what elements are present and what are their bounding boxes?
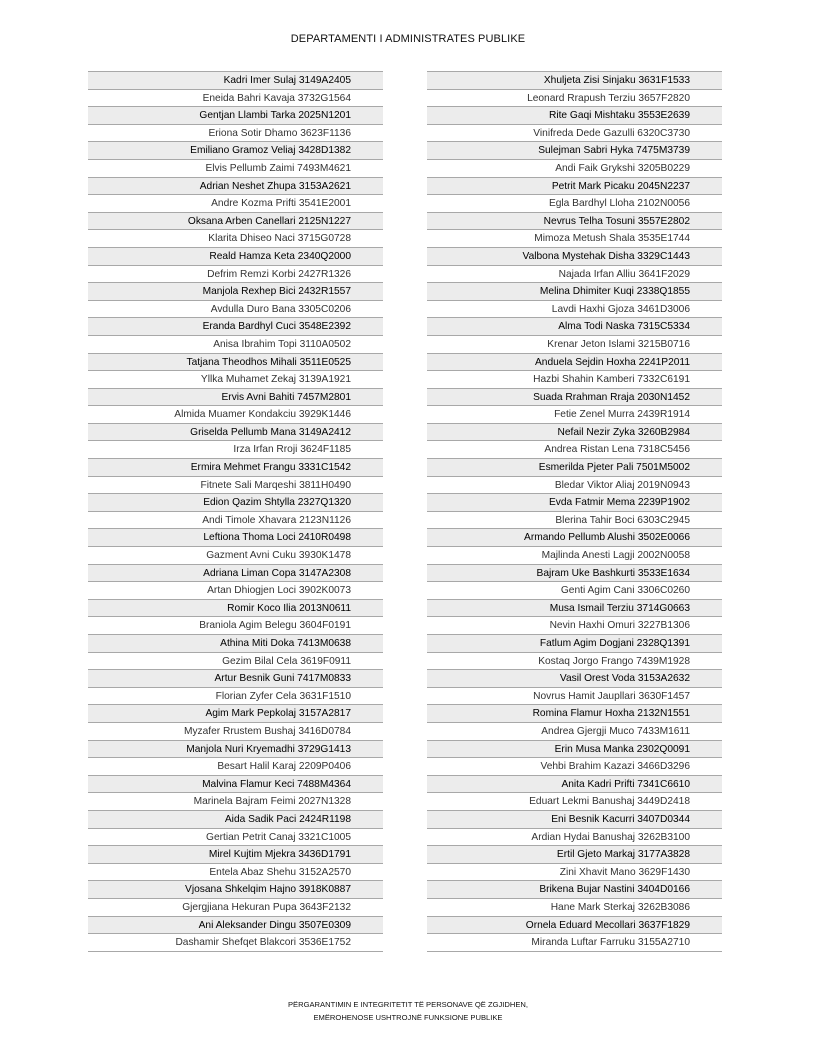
name-entry: Novrus Hamit Jaupllari 3630F1457 <box>427 687 722 705</box>
name-entry: Nevrus Telha Tosuni 3557E2802 <box>427 212 722 230</box>
name-entry: Myzafer Rrustem Bushaj 3416D0784 <box>88 722 383 740</box>
name-entry: Ervis Avni Bahiti 7457M2801 <box>88 388 383 406</box>
name-entry: Dashamir Shefqet Blakcori 3536E1752 <box>88 933 383 951</box>
name-entry: Genti Agim Cani 3306C0260 <box>427 581 722 599</box>
name-entry: Gertian Petrit Canaj 3321C1005 <box>88 828 383 846</box>
name-entry: Egla Bardhyl Lloha 2102N0056 <box>427 194 722 212</box>
name-entry: Bledar Viktor Aliaj 2019N0943 <box>427 476 722 494</box>
name-entry: Adriana Liman Copa 3147A2308 <box>88 564 383 582</box>
name-entry: Kostaq Jorgo Frango 7439M1928 <box>427 652 722 670</box>
name-entry: Eriona Sotir Dhamo 3623F1136 <box>88 124 383 142</box>
name-entry: Mirel Kujtim Mjekra 3436D1791 <box>88 845 383 863</box>
page-footer <box>0 999 816 1024</box>
name-entry: Ani Aleksander Dingu 3507E0309 <box>88 916 383 934</box>
name-entry: Hane Mark Sterkaj 3262B3086 <box>427 898 722 916</box>
name-entry: Eranda Bardhyl Cuci 3548E2392 <box>88 317 383 335</box>
name-entry: Vasil Orest Voda 3153A2632 <box>427 669 722 687</box>
name-entry: Krenar Jeton Islami 3215B0716 <box>427 335 722 353</box>
name-entry: Edion Qazim Shtylla 2327Q1320 <box>88 493 383 511</box>
footer-line-1: PËRGARANTIMIN E INTEGRITETIT TË PERSONAVE QË ZGJIDHEN, <box>287 1000 529 1009</box>
name-entry: Romir Koco Ilia 2013N0611 <box>88 599 383 617</box>
name-entry: Braniola Agim Belegu 3604F0191 <box>88 616 383 634</box>
name-entry: Ertil Gjeto Markaj 3177A3828 <box>427 845 722 863</box>
name-entry: Aida Sadik Paci 2424R1198 <box>88 810 383 828</box>
name-entry: Miranda Luftar Farruku 3155A2710 <box>427 933 722 951</box>
name-entry: Eneida Bahri Kavaja 3732G1564 <box>88 89 383 107</box>
name-entry: Fetie Zenel Murra 2439R1914 <box>427 405 722 423</box>
name-entry: Gezim Bilal Cela 3619F0911 <box>88 652 383 670</box>
name-entry: Gazment Avni Cuku 3930K1478 <box>88 546 383 564</box>
name-entry: Kadri Imer Sulaj 3149A2405 <box>88 71 383 89</box>
name-entry: Evda Fatmir Mema 2239P1902 <box>427 493 722 511</box>
name-entry: Manjola Nuri Kryemadhi 3729G1413 <box>88 740 383 758</box>
page-title: DEPARTAMENTI I ADMINISTRATES PUBLIKE <box>290 33 526 45</box>
name-entry: Marinela Bajram Feimi 2027N1328 <box>88 792 383 810</box>
name-entry: Nefail Nezir Zyka 3260B2984 <box>427 423 722 441</box>
name-entry: Eduart Lekmi Banushaj 3449D2418 <box>427 792 722 810</box>
name-entry: Vehbi Brahim Kazazi 3466D3296 <box>427 757 722 775</box>
name-entry: Reald Hamza Keta 2340Q2000 <box>88 247 383 265</box>
name-entry: Najada Irfan Alliu 3641F2029 <box>427 265 722 283</box>
name-entry: Brikena Bujar Nastini 3404D0166 <box>427 880 722 898</box>
name-entry: Entela Abaz Shehu 3152A2570 <box>88 863 383 881</box>
name-entry: Tatjana Theodhos Mihali 3511E0525 <box>88 353 383 371</box>
name-entry: Romina Flamur Hoxha 2132N1551 <box>427 704 722 722</box>
name-entry: Suada Rrahman Rraja 2030N1452 <box>427 388 722 406</box>
column-bottom-rule <box>427 951 722 952</box>
name-entry: Hazbi Shahin Kamberi 7332C6191 <box>427 370 722 388</box>
name-entry: Mimoza Metush Shala 3535E1744 <box>427 229 722 247</box>
name-entry: Oksana Arben Canellari 2125N1227 <box>88 212 383 230</box>
name-entry: Bajram Uke Bashkurti 3533E1634 <box>427 564 722 582</box>
name-entry: Ardian Hydai Banushaj 3262B3100 <box>427 828 722 846</box>
name-entry: Alma Todi Naska 7315C5334 <box>427 317 722 335</box>
name-entry: Gentjan Llambi Tarka 2025N1201 <box>88 106 383 124</box>
name-entry: Blerina Tahir Boci 6303C2945 <box>427 511 722 529</box>
name-entry: Elvis Pellumb Zaimi 7493M4621 <box>88 159 383 177</box>
name-entry: Florian Zyfer Cela 3631F1510 <box>88 687 383 705</box>
name-entry: Valbona Mystehak Disha 3329C1443 <box>427 247 722 265</box>
name-entry: Vjosana Shkelqim Hajno 3918K0887 <box>88 880 383 898</box>
name-entry: Defrim Remzi Korbi 2427R1326 <box>88 265 383 283</box>
column-bottom-rule <box>88 951 383 952</box>
name-entry: Yllka Muhamet Zekaj 3139A1921 <box>88 370 383 388</box>
name-entry: Ermira Mehmet Frangu 3331C1542 <box>88 458 383 476</box>
name-entry: Xhuljeta Zisi Sinjaku 3631F1533 <box>427 71 722 89</box>
name-entry: Fatlum Agim Dogjani 2328Q1391 <box>427 634 722 652</box>
name-entry: Armando Pellumb Alushi 3502E0066 <box>427 528 722 546</box>
name-entry: Eni Besnik Kacurri 3407D0344 <box>427 810 722 828</box>
name-entry: Fitnete Sali Marqeshi 3811H0490 <box>88 476 383 494</box>
name-entry: Melina Dhimiter Kuqi 2338Q1855 <box>427 282 722 300</box>
name-entry: Leftiona Thoma Loci 2410R0498 <box>88 528 383 546</box>
name-entry: Nevin Haxhi Omuri 3227B1306 <box>427 616 722 634</box>
name-entry: Almida Muamer Kondakciu 3929K1446 <box>88 405 383 423</box>
name-entry: Lavdi Haxhi Gjoza 3461D3006 <box>427 300 722 318</box>
name-entry: Adrian Neshet Zhupa 3153A2621 <box>88 177 383 195</box>
name-entry: Erin Musa Manka 2302Q0091 <box>427 740 722 758</box>
right-name-column <box>427 71 722 952</box>
name-entry: Anisa Ibrahim Topi 3110A0502 <box>88 335 383 353</box>
name-entry: Andrea Ristan Lena 7318C5456 <box>427 440 722 458</box>
name-entry: Ornela Eduard Mecollari 3637F1829 <box>427 916 722 934</box>
name-entry: Leonard Rrapush Terziu 3657F2820 <box>427 89 722 107</box>
name-entry: Athina Miti Doka 7413M0638 <box>88 634 383 652</box>
name-entry: Artan Dhiogjen Loci 3902K0073 <box>88 581 383 599</box>
name-entry: Manjola Rexhep Bici 2432R1557 <box>88 282 383 300</box>
name-entry: Andre Kozma Prifti 3541E2001 <box>88 194 383 212</box>
name-entry: Esmerilda Pjeter Pali 7501M5002 <box>427 458 722 476</box>
name-entry: Agim Mark Pepkolaj 3157A2817 <box>88 704 383 722</box>
name-entry: Majlinda Anesti Lagji 2002N0058 <box>427 546 722 564</box>
name-entry: Besart Halil Karaj 2209P0406 <box>88 757 383 775</box>
name-entry: Griselda Pellumb Mana 3149A2412 <box>88 423 383 441</box>
name-entry: Anita Kadri Prifti 7341C6610 <box>427 775 722 793</box>
name-entry: Andi Faik Grykshi 3205B0229 <box>427 159 722 177</box>
name-entry: Gjergjiana Hekuran Pupa 3643F2132 <box>88 898 383 916</box>
name-entry: Malvina Flamur Keci 7488M4364 <box>88 775 383 793</box>
name-entry: Avdulla Duro Bana 3305C0206 <box>88 300 383 318</box>
name-entry: Andi Timole Xhavara 2123N1126 <box>88 511 383 529</box>
name-entry: Irza Irfan Rroji 3624F1185 <box>88 440 383 458</box>
left-name-column <box>88 71 383 952</box>
name-entry: Zini Xhavit Mano 3629F1430 <box>427 863 722 881</box>
name-entry: Andrea Gjergji Muco 7433M1611 <box>427 722 722 740</box>
footer-line-2: EMËROHENOSE USHTROJNË FUNKSIONE PUBLIKE <box>313 1012 503 1022</box>
name-entry: Anduela Sejdin Hoxha 2241P2011 <box>427 353 722 371</box>
name-entry: Sulejman Sabri Hyka 7475M3739 <box>427 141 722 159</box>
name-entry: Klarita Dhiseo Naci 3715G0728 <box>88 229 383 247</box>
name-entry: Rite Gaqi Mishtaku 3553E2639 <box>427 106 722 124</box>
name-entry: Musa Ismail Terziu 3714G0663 <box>427 599 722 617</box>
name-entry: Artur Besnik Guni 7417M0833 <box>88 669 383 687</box>
name-entry: Petrit Mark Picaku 2045N2237 <box>427 177 722 195</box>
name-entry: Vinifreda Dede Gazulli 6320C3730 <box>427 124 722 142</box>
name-entry: Emiliano Gramoz Veliaj 3428D1382 <box>88 141 383 159</box>
